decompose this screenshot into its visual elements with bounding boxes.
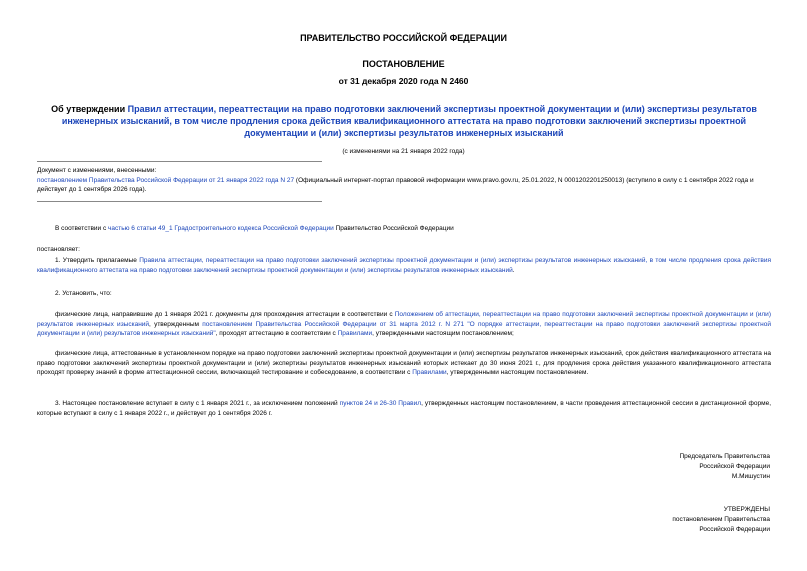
changes-intro: Документ с изменениями, внесенными: <box>37 167 157 174</box>
approval-block <box>672 505 770 535</box>
government-heading: ПРАВИТЕЛЬСТВО РОССИЙСКОЙ ФЕДЕРАЦИИ <box>300 33 507 43</box>
paragraph-1 <box>37 256 771 275</box>
changes-text <box>37 176 772 195</box>
signature-name: М.Мишустин <box>731 473 770 480</box>
signature-organization: Российской Федерации <box>699 463 770 470</box>
p3-pre: 3. Настоящее постановление вступает в силу с 1 января 2021 г., за исключением положений <box>55 400 340 407</box>
p3-points-link[interactable]: пунктов 24 и 26-30 Правил <box>339 400 422 407</box>
changes-bottom-divider <box>37 201 322 202</box>
signature-block <box>679 452 770 482</box>
paragraph-3 <box>37 399 771 418</box>
paragraph-2: 2. Установить, что: <box>55 290 112 297</box>
p2b-post: , утвержденными настоящим постановлением. <box>446 369 589 376</box>
paragraph-2a <box>37 310 771 339</box>
changes-box <box>37 166 772 195</box>
p1-post: . <box>512 266 515 274</box>
p1-rules-link[interactable]: Правила аттестации, переаттестации на право подготовки заключений экспертизы проектной документации и (или) экспертизы результатов инженерных изысканий, в том числе продления срока действия квалификационного аттестата на право подготовки заключений экспертизы проектной документации и (или) экспертизы результатов инженерных изысканий <box>37 257 771 274</box>
p2b-rules-link[interactable]: Правилами <box>412 369 447 376</box>
decrees-word: постановляет: <box>37 246 80 253</box>
preamble <box>55 224 771 234</box>
p1-pre: 1. Утвердить прилагаемые <box>55 257 140 264</box>
p2a-mid2: , проходят аттестацию в соответствии с <box>215 330 338 337</box>
p2a-pre: физические лица, направившие до 1 января 2021 г. документы для прохождения аттестации в соответствии с <box>55 311 395 318</box>
document-title <box>36 103 772 139</box>
approval-heading: УТВЕРЖДЕНЫ <box>723 506 770 513</box>
preamble-post: Правительство Российской Федерации <box>333 225 454 232</box>
amendment-details: (Официальный интернет-портал правовой информации www.pravo.gov.ru, 25.01.2022, N 0001202201250013) (вступило в силу с 1 сентября 2022 года и действует до 1 сентября 2026 года). <box>37 176 754 193</box>
p2a-mid1: , утвержденным <box>149 320 203 328</box>
p2a-post: , утвержденными настоящим постановлением; <box>372 330 514 337</box>
paragraph-2b <box>37 349 771 378</box>
grad-code-link[interactable]: частью 6 статьи 49_1 Градостроительного кодекса Российской Федерации <box>108 225 334 232</box>
p2b-pre: физические лица, аттестованные в установленном порядке на право подготовки заключений экспертизы проектной документации и (или) экспертизы результатов инженерных изысканий, срок действия квалификационного аттестата на право подготовки заключений экспертизы проектной документации и (или) экспертизы результатов инженерных изысканий которых истекает до 30 июня 2021 г., для продления срока действия указанного квалификационного аттестата проходят проверку знаний в форме аттестационной сессии, включающей тестирование и собеседование, в соответствии с <box>37 350 771 376</box>
p3-post: , утвержденных настоящим постановлением, в части проведения аттестационной сессии в дистанционной форме, которые вступают в силу с 1 января 2022 г., и действует до 1 сентября 2026 г. <box>37 400 771 417</box>
amendment-link[interactable]: постановлением Правительства Российской Федерации от 21 января 2022 года N 27 <box>37 176 295 184</box>
changes-top-divider <box>37 161 322 162</box>
approval-by: постановлением Правительства <box>672 516 770 523</box>
p2a-regulation-link[interactable]: Положением об аттестации, переаттестации на право подготовки заключений экспертизы проектной документации и (или) результатов инженерных изысканий <box>37 311 771 328</box>
approval-organization: Российской Федерации <box>699 526 770 533</box>
document-type-heading: ПОСТАНОВЛЕНИЕ <box>362 59 445 69</box>
edition-note: (с изменениями на 21 января 2022 года) <box>342 148 465 155</box>
p2a-rules-link[interactable]: Правилами <box>337 330 373 337</box>
p2a-decree-271-link[interactable]: постановлением Правительства Российской Федерации от 31 марта 2012 г. N 271 "О порядке аттестации, переаттестации на право подготовки заключений экспертизы проектной документации и (или) результатов инженерных изысканий" <box>37 320 771 337</box>
title-prefix: Об утверждении <box>51 104 128 114</box>
document-date-number: от 31 декабря 2020 года N 2460 <box>338 76 469 86</box>
title-rules-link[interactable]: Правил аттестации, переаттестации на право подготовки заключений экспертизы проектной документации и (или) экспертизы результатов инженерных изысканий, в том числе продления срока действия квалификационного аттестата на право подготовки заключений экспертизы проектной документации и (или) экспертизы результатов инженерных изысканий <box>61 104 757 138</box>
preamble-pre: В соответствии с <box>55 225 109 232</box>
signature-position: Председатель Правительства <box>679 453 770 460</box>
